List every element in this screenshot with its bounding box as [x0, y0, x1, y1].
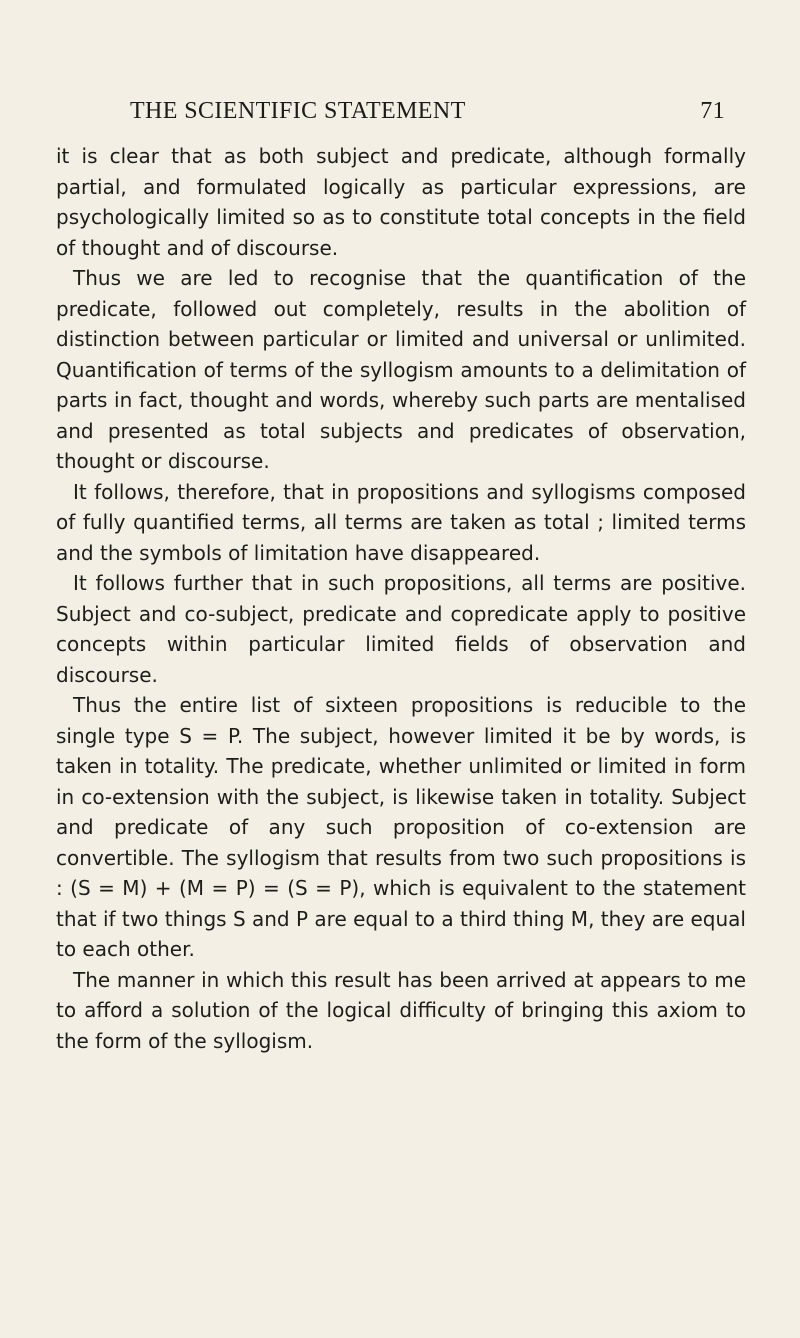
running-header-title: THE SCIENTIFIC STATEMENT	[130, 98, 466, 124]
page-number: 71	[700, 98, 725, 124]
body-text	[56, 141, 746, 1056]
paragraph-2: Thus we are led to recognise that the quantification of the predicate, followed out completely, results in the abolition of distinction between particular or limited and universal or unlimited. Quantification of terms of the syllogism amounts to a delimitation of parts in fact, thought and words, whereby such parts are mentalised and presented as total subjects and predicates of observation, thought or discourse.	[56, 266, 746, 473]
paragraph-3: It follows, therefore, that in propositions and syllogisms composed of fully quantified terms, all terms are taken as total ; limited terms and the symbols of limitation have disappeared.	[56, 479, 746, 565]
paragraph-1: it is clear that as both subject and predicate, although formally partial, and formulated logically as particular expressions, are psychologically limited so as to constitute total concepts in the field of thought and of discourse.	[56, 144, 746, 260]
paragraph-4: It follows further that in such propositions, all terms are positive. Subject and co-subject, predicate and copredicate apply to positive concepts within particular limited fields of observation and discourse.	[56, 571, 746, 687]
paragraph-5: Thus the entire list of sixteen propositions is reducible to the single type S = P. The subject, however limited it be by words, is taken in totality. The predicate, whether unlimited or limited in form in co-extension with the subject, is likewise taken in totality. Subject and predicate of any such proposition of co-extension are convertible. The syllogism that results from two such propositions is : (S = M) + (M = P) = (S = P), which is equivalent to the statement that if two things S and P are equal to a third thing M, they are equal to each other.	[56, 693, 746, 961]
paragraph-6: The manner in which this result has been arrived at appears to me to afford a solution of the logical difficulty of bringing this axiom to the form of the syllogism.	[56, 967, 746, 1053]
running-header	[130, 98, 725, 132]
